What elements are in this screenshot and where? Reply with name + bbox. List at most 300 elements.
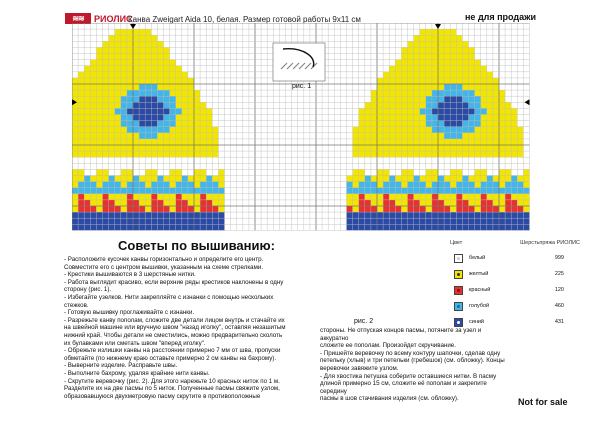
- stitch-white: [505, 163, 511, 169]
- stitch-yellow: [359, 145, 365, 151]
- stitch-row: [188, 194, 194, 200]
- stitch-white: [444, 163, 450, 169]
- color-swatch: [454, 270, 463, 279]
- stitch-blue-zig: [444, 188, 450, 194]
- stitch-yellow: [505, 115, 511, 121]
- stitch-blue-zig: [206, 176, 212, 182]
- stitch-row: [438, 200, 444, 206]
- stitch-blue-zig: [103, 182, 109, 188]
- stitch-yellow: [499, 139, 505, 145]
- stitch-yellow: [115, 72, 121, 78]
- stitch-blue-zig: [371, 188, 377, 194]
- stitch-yellow: [200, 133, 206, 139]
- stitch-dark-blue: [194, 212, 200, 218]
- stitch-eye: [151, 121, 157, 127]
- stitch-white: [487, 163, 493, 169]
- stitch-yellow: [420, 90, 426, 96]
- stitch-row: [218, 194, 224, 200]
- stitch-white: [469, 163, 475, 169]
- tip-line: стежков.: [64, 301, 89, 309]
- stitch-white: [103, 163, 109, 169]
- stitch-eye: [438, 108, 444, 114]
- stitch-yellow: [401, 102, 407, 108]
- legend-row: [450, 282, 580, 298]
- stitch-yellow: [182, 121, 188, 127]
- stitch-dark-blue: [505, 218, 511, 224]
- stitch-white: [469, 157, 475, 163]
- stitch-yellow: [164, 60, 170, 66]
- stitch-dark-blue: [212, 212, 218, 218]
- stitch-yellow: [206, 151, 212, 157]
- stitch-yellow: [206, 108, 212, 114]
- stitch-dark-blue: [371, 224, 377, 230]
- stitch-yellow: [78, 102, 84, 108]
- stitch-yellow: [206, 115, 212, 121]
- stitch-yellow: [353, 139, 359, 145]
- stitch-yellow: [487, 102, 493, 108]
- stitch-eye: [450, 115, 456, 121]
- stitch-white: [170, 157, 176, 163]
- stitch-row: [469, 194, 475, 200]
- stitch-row: [157, 194, 163, 200]
- stitch-row: [523, 194, 529, 200]
- stitch-dark-blue: [194, 218, 200, 224]
- stitch-dark-blue: [438, 224, 444, 230]
- stitch-row: [109, 194, 115, 200]
- stitch-yellow: [90, 145, 96, 151]
- stitch-row: [426, 206, 432, 212]
- stitch-white: [84, 157, 90, 163]
- stitch-yellow: [115, 102, 121, 108]
- stitch-yellow: [462, 41, 468, 47]
- stitch-eye: [444, 90, 450, 96]
- stitch-row: [462, 206, 468, 212]
- stitch-eye: [450, 84, 456, 90]
- stitch-white: [90, 163, 96, 169]
- stitch-yellow: [121, 133, 127, 139]
- stitch-row: [212, 194, 218, 200]
- stitch-yellow: [84, 151, 90, 157]
- stitch-eye: [444, 121, 450, 127]
- stitch-eye: [145, 127, 151, 133]
- legend-header: [450, 240, 580, 246]
- stitch-blue-zig: [505, 182, 511, 188]
- stitch-dark-blue: [450, 212, 456, 218]
- stitch-row: [127, 194, 133, 200]
- stitch-row: [176, 194, 182, 200]
- stitch-dark-blue: [511, 218, 517, 224]
- stitch-eye: [133, 115, 139, 121]
- stitch-yellow: [420, 115, 426, 121]
- stitch-white: [511, 163, 517, 169]
- stitch-white: [517, 163, 523, 169]
- stitch-blue-zig: [462, 182, 468, 188]
- stitch-yellow: [444, 139, 450, 145]
- stitch-yellow: [469, 133, 475, 139]
- stitch-blue-zig: [414, 182, 420, 188]
- stitch-dark-blue: [487, 218, 493, 224]
- stitch-yellow: [420, 127, 426, 133]
- center-arrow-icon: [130, 24, 136, 29]
- stitch-white: [139, 163, 145, 169]
- stitch-yellow: [353, 133, 359, 139]
- stitch-eye: [164, 108, 170, 114]
- stitch-yellow: [377, 151, 383, 157]
- stitch-yellow: [90, 115, 96, 121]
- stitch-yellow: [78, 115, 84, 121]
- stitch-yellow: [103, 84, 109, 90]
- stitch-row: [78, 206, 84, 212]
- stitch-eye: [151, 84, 157, 90]
- stitch-eye: [133, 102, 139, 108]
- stitch-yellow: [72, 78, 78, 84]
- stitch-yellow: [115, 121, 121, 127]
- stitch-yellow: [493, 102, 499, 108]
- stitch-yellow: [133, 84, 139, 90]
- stitch-yellow: [206, 133, 212, 139]
- stitch-dark-blue: [359, 212, 365, 218]
- stitch-yellow: [414, 72, 420, 78]
- stitch-dark-blue: [432, 224, 438, 230]
- stitch-yellow: [401, 151, 407, 157]
- stitch-dark-blue: [517, 218, 523, 224]
- stitch-yellow: [517, 176, 523, 182]
- legend-color-name: красный: [469, 287, 491, 293]
- stitch-yellow: [469, 78, 475, 84]
- stitch-white: [212, 163, 218, 169]
- stitch-white: [353, 163, 359, 169]
- stitch-yellow: [157, 145, 163, 151]
- stitch-yellow: [469, 66, 475, 72]
- stitch-blue-zig: [72, 188, 78, 194]
- stitch-row: [109, 200, 115, 206]
- stitch-row: [90, 206, 96, 212]
- stitch-dark-blue: [145, 212, 151, 218]
- stitch-row: [96, 194, 102, 200]
- stitch-white: [170, 163, 176, 169]
- stitch-white: [78, 163, 84, 169]
- stitch-yellow: [84, 78, 90, 84]
- stitch-yellow: [109, 66, 115, 72]
- stitch-yellow: [164, 133, 170, 139]
- stitch-dark-blue: [212, 224, 218, 230]
- stitch-blue-zig: [408, 188, 414, 194]
- stitch-yellow: [103, 72, 109, 78]
- stitch-yellow: [475, 145, 481, 151]
- stitch-row: [78, 200, 84, 206]
- stitch-yellow: [469, 54, 475, 60]
- stitch-yellow: [450, 35, 456, 41]
- canvas-info: Канва Zweigart Aida 10, белая. Размер готовой работы 9х11 см: [128, 15, 361, 24]
- stitch-white: [505, 157, 511, 163]
- stitch-blue-zig: [462, 176, 468, 182]
- stitch-yellow: [188, 133, 194, 139]
- stitch-blue-zig: [359, 182, 365, 188]
- stitch-dark-blue: [127, 218, 133, 224]
- stitch-dark-blue: [389, 212, 395, 218]
- stitch-yellow: [96, 78, 102, 84]
- stitch-yellow: [438, 72, 444, 78]
- stitch-yellow: [127, 169, 133, 175]
- stitch-dark-blue: [78, 224, 84, 230]
- tip-line: - Для хвостика петушка соберите оставшиеся нитки. В пасму: [320, 372, 497, 380]
- stitch-eye: [450, 108, 456, 114]
- stitch-yellow: [383, 84, 389, 90]
- stitch-yellow: [456, 145, 462, 151]
- stitch-dark-blue: [414, 218, 420, 224]
- stitch-yellow: [194, 90, 200, 96]
- stitch-yellow: [157, 41, 163, 47]
- stitch-yellow: [444, 29, 450, 35]
- stitch-blue-zig: [353, 188, 359, 194]
- stitch-row: [383, 194, 389, 200]
- tip-line: стороны. Не отпуская концов пасмы, потяните за узел и аккуратно: [320, 327, 482, 342]
- stitch-yellow: [456, 78, 462, 84]
- stitch-blue-zig: [90, 188, 96, 194]
- stitch-row: [96, 206, 102, 212]
- stitch-row: [359, 194, 365, 200]
- stitch-eye: [462, 102, 468, 108]
- stitch-eye: [462, 127, 468, 133]
- stitch-yellow: [493, 176, 499, 182]
- stitch-dark-blue: [176, 212, 182, 218]
- stitch-dark-blue: [389, 224, 395, 230]
- stitch-row: [347, 194, 353, 200]
- stitch-yellow: [133, 47, 139, 53]
- stitch-eye: [157, 127, 163, 133]
- stitch-row: [450, 206, 456, 212]
- stitch-dark-blue: [408, 212, 414, 218]
- stitch-white: [371, 163, 377, 169]
- stitch-yellow: [151, 47, 157, 53]
- stitch-dark-blue: [145, 218, 151, 224]
- stitch-row: [206, 200, 212, 206]
- stitch-yellow: [90, 133, 96, 139]
- stitch-yellow: [127, 29, 133, 35]
- stitch-yellow: [182, 102, 188, 108]
- stitch-eye: [121, 115, 127, 121]
- stitch-row: [499, 200, 505, 206]
- stitch-blue-zig: [127, 188, 133, 194]
- stitch-dark-blue: [432, 218, 438, 224]
- stitch-yellow: [359, 133, 365, 139]
- stitch-blue-zig: [414, 188, 420, 194]
- stitch-white: [133, 157, 139, 163]
- stitch-eye: [462, 90, 468, 96]
- stitch-yellow: [475, 84, 481, 90]
- stitch-yellow: [493, 127, 499, 133]
- stitch-yellow: [408, 115, 414, 121]
- stitch-yellow: [426, 72, 432, 78]
- stitch-yellow: [377, 145, 383, 151]
- stitch-dark-blue: [377, 218, 383, 224]
- stitch-yellow: [353, 176, 359, 182]
- stitch-yellow: [493, 90, 499, 96]
- stitch-yellow: [164, 176, 170, 182]
- stitch-eye: [426, 102, 432, 108]
- stitch-dark-blue: [188, 218, 194, 224]
- stitch-row: [145, 200, 151, 206]
- stitch-dark-blue: [450, 224, 456, 230]
- stitch-row: [359, 200, 365, 206]
- stitch-white: [365, 157, 371, 163]
- stitch-white: [408, 157, 414, 163]
- stitch-yellow: [475, 72, 481, 78]
- stitch-yellow: [109, 78, 115, 84]
- stitch-yellow: [389, 139, 395, 145]
- stitch-yellow: [365, 151, 371, 157]
- stitch-dark-blue: [96, 212, 102, 218]
- stitch-eye: [444, 84, 450, 90]
- stitch-eye: [469, 102, 475, 108]
- stitch-yellow: [145, 145, 151, 151]
- stitch-yellow: [151, 35, 157, 41]
- stitch-blue-zig: [383, 188, 389, 194]
- stitch-yellow: [499, 151, 505, 157]
- stitch-eye: [462, 121, 468, 127]
- stitch-blue-zig: [182, 176, 188, 182]
- stitch-row: [462, 194, 468, 200]
- stitch-eye: [475, 115, 481, 121]
- stitch-dark-blue: [90, 224, 96, 230]
- stitch-yellow: [121, 29, 127, 35]
- tip-line: их булавками или сметать швом "вперед иголку".: [64, 339, 206, 347]
- stitch-yellow: [109, 84, 115, 90]
- stitch-yellow: [499, 145, 505, 151]
- stitch-yellow: [395, 121, 401, 127]
- stitch-yellow: [395, 145, 401, 151]
- stitch-dark-blue: [133, 218, 139, 224]
- stitch-dark-blue: [151, 218, 157, 224]
- stitch-eye: [456, 133, 462, 139]
- stitch-yellow: [395, 96, 401, 102]
- stitch-yellow: [462, 133, 468, 139]
- stitch-yellow: [182, 127, 188, 133]
- stitch-white: [145, 163, 151, 169]
- stitch-row: [487, 194, 493, 200]
- stitch-yellow: [103, 90, 109, 96]
- stitch-yellow: [408, 78, 414, 84]
- stitch-yellow: [408, 151, 414, 157]
- stitch-blue-zig: [389, 182, 395, 188]
- stitch-yellow: [200, 102, 206, 108]
- stitch-dark-blue: [164, 224, 170, 230]
- stitch-yellow: [401, 139, 407, 145]
- stitch-eye: [127, 90, 133, 96]
- stitch-eye: [157, 121, 163, 127]
- stitch-row: [469, 206, 475, 212]
- stitch-row: [408, 194, 414, 200]
- stitch-yellow: [127, 133, 133, 139]
- stitch-yellow: [401, 169, 407, 175]
- stitch-white: [145, 157, 151, 163]
- stitch-yellow: [408, 90, 414, 96]
- stitch-dark-blue: [72, 218, 78, 224]
- stitch-blue-zig: [371, 182, 377, 188]
- stitch-dark-blue: [383, 224, 389, 230]
- stitch-dark-blue: [377, 224, 383, 230]
- stitch-dark-blue: [505, 212, 511, 218]
- stitch-blue-zig: [505, 188, 511, 194]
- stitch-eye: [426, 96, 432, 102]
- stitch-white: [90, 157, 96, 163]
- stitch-yellow: [408, 108, 414, 114]
- stitch-yellow: [426, 90, 432, 96]
- stitch-yellow: [432, 151, 438, 157]
- stitch-eye: [157, 108, 163, 114]
- stitch-dark-blue: [469, 224, 475, 230]
- stitch-yellow: [371, 133, 377, 139]
- stitch-yellow: [462, 84, 468, 90]
- stitch-yellow: [194, 133, 200, 139]
- stitch-blue-zig: [481, 188, 487, 194]
- stitch-yellow: [444, 72, 450, 78]
- stitch-yellow: [96, 54, 102, 60]
- stitch-yellow: [395, 60, 401, 66]
- stitch-dark-blue: [444, 212, 450, 218]
- stitch-yellow: [475, 151, 481, 157]
- stitch-dark-blue: [401, 224, 407, 230]
- stitch-dark-blue: [414, 224, 420, 230]
- stitch-yellow: [408, 102, 414, 108]
- stitch-row: [145, 206, 151, 212]
- stitch-blue-zig: [151, 182, 157, 188]
- stitch-dark-blue: [493, 224, 499, 230]
- stitch-dark-blue: [170, 212, 176, 218]
- stitch-eye: [456, 102, 462, 108]
- stitch-dark-blue: [420, 224, 426, 230]
- stitch-white: [438, 163, 444, 169]
- tip-line: - Избегайте узелков. Нити закрепляйте с изнанки с помощью нескольких: [64, 293, 274, 301]
- stitch-row: [206, 206, 212, 212]
- stitch-white: [517, 157, 523, 163]
- stitch-yellow: [432, 145, 438, 151]
- stitch-yellow: [194, 127, 200, 133]
- stitch-yellow: [408, 127, 414, 133]
- stitch-dark-blue: [176, 224, 182, 230]
- stitch-eye: [139, 121, 145, 127]
- stitch-yellow: [353, 151, 359, 157]
- stitch-yellow: [109, 54, 115, 60]
- stitch-white: [395, 169, 401, 175]
- stitch-yellow: [383, 72, 389, 78]
- stitch-dark-blue: [523, 212, 529, 218]
- stitch-yellow: [84, 108, 90, 114]
- stitch-yellow: [72, 182, 78, 188]
- stitch-yellow: [383, 108, 389, 114]
- stitch-blue-zig: [182, 182, 188, 188]
- stitch-yellow: [408, 47, 414, 53]
- stitch-yellow: [176, 176, 182, 182]
- stitch-white: [194, 157, 200, 163]
- stitch-white: [212, 169, 218, 175]
- stitch-blue-zig: [145, 188, 151, 194]
- stitch-yellow: [487, 145, 493, 151]
- stitch-yellow: [115, 29, 121, 35]
- stitch-yellow: [377, 133, 383, 139]
- stitch-yellow: [371, 115, 377, 121]
- stitch-yellow: [145, 151, 151, 157]
- stitch-yellow: [401, 90, 407, 96]
- stitch-yellow: [395, 102, 401, 108]
- stitch-yellow: [401, 127, 407, 133]
- stitch-yellow: [103, 47, 109, 53]
- stitch-yellow: [420, 145, 426, 151]
- stitch-yellow: [103, 169, 109, 175]
- stitch-yellow: [96, 133, 102, 139]
- stitch-dark-blue: [115, 212, 121, 218]
- stitch-yellow: [444, 54, 450, 60]
